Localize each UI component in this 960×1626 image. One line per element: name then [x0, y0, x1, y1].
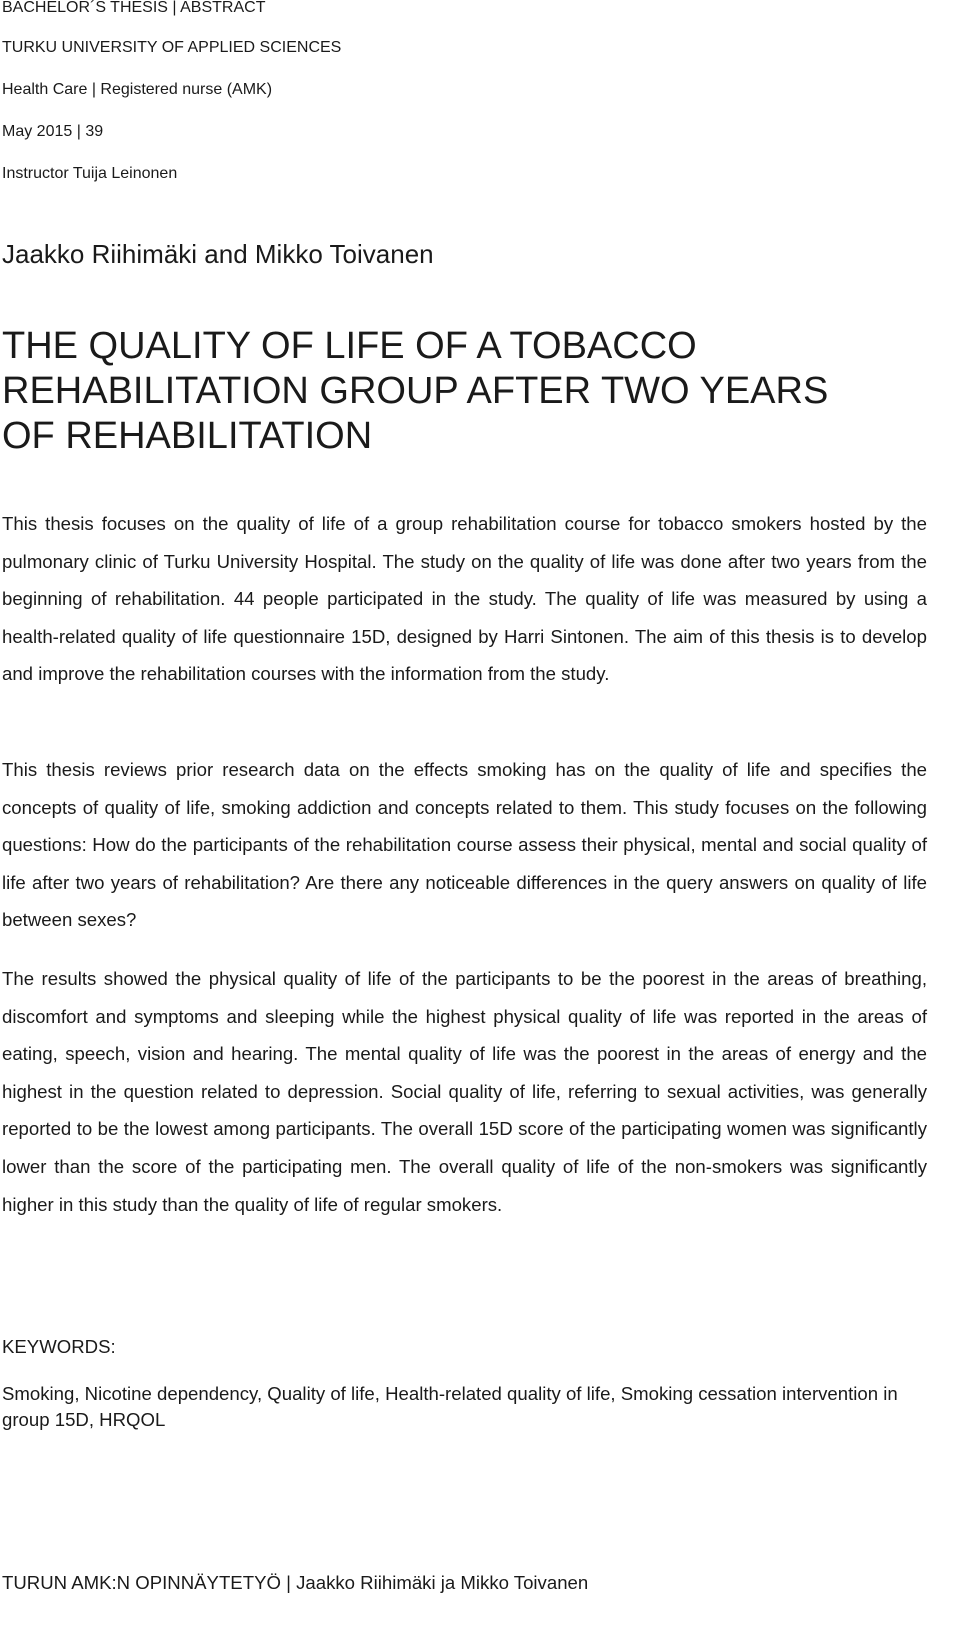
thesis-title-line: THE QUALITY OF LIFE OF A TOBACCO [2, 325, 697, 367]
thesis-title-line: REHABILITATION GROUP AFTER TWO YEARS [2, 370, 829, 412]
university-name: TURKU UNIVERSITY OF APPLIED SCIENCES [2, 39, 342, 56]
degree-programme: Health Care | Registered nurse (AMK) [2, 81, 273, 98]
date-and-pages: May 2015 | 39 [2, 123, 104, 140]
abstract-paragraph: The results showed the physical quality of life of the participants to be the poorest in the areas of breathing, discomfort and symptoms and sleeping while the highest physical quality of life was reported in the areas of eating, speech, vision and hearing. The mental quality of life was the poorest in the areas of energy and the highest in the question related to depression. Social quality of life, referring to sexual activities, was generally reported to be the lowest among participants. The overall 15D score of the participating women was significantly lower than the score of the participating men. The overall quality of life of the non-smokers was significantly higher in this study than the quality of life of regular smokers. [2, 968, 927, 1215]
keywords-list: Smoking, Nicotine dependency, Quality of life, Health-related quality of life, Smoking cessation intervention in group 15D, HRQOL [2, 1383, 898, 1430]
authors: Jaakko Riihimäki and Mikko Toivanen [2, 239, 434, 269]
instructor: Instructor Tuija Leinonen [2, 165, 178, 182]
keywords-label: KEYWORDS: [2, 1336, 116, 1357]
thesis-title [2, 324, 942, 459]
page-footer: TURUN AMK:N OPINNÄYTETYÖ | Jaakko Riihimäki ja Mikko Toivanen [2, 1572, 589, 1593]
document-type: BACHELOR´S THESIS | ABSTRACT [2, 0, 266, 16]
abstract-paragraph: This thesis focuses on the quality of life of a group rehabilitation course for tobacco smokers hosted by the pulmonary clinic of Turku University Hospital. The study on the quality of life was done after two years from the beginning of rehabilitation. 44 people participated in the study. The quality of life was measured by using a health-related quality of life questionnaire 15D, designed by Harri Sintonen. The aim of this thesis is to develop and improve the rehabilitation courses with the information from the study. [2, 513, 927, 685]
thesis-title-line: OF REHABILITATION [2, 415, 373, 457]
abstract-paragraph: This thesis reviews prior research data on the effects smoking has on the quality of life and specifies the concepts of quality of life, smoking addiction and concepts related to them. This study focuses on the following questions: How do the participants of the rehabilitation course assess their physical, mental and social quality of life after two years of rehabilitation? Are there any noticeable differences in the query answers on quality of life between sexes? [2, 759, 927, 931]
